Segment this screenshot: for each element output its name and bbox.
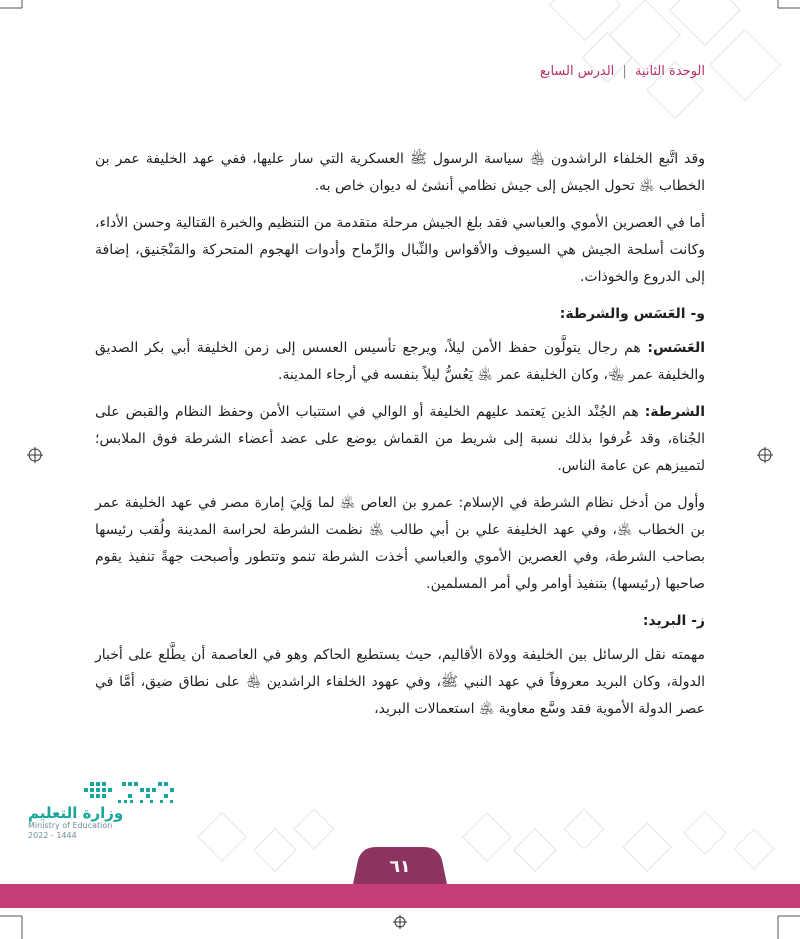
edition-year: 2022 - 1444 <box>28 831 77 840</box>
paragraph-army-rashidun: وقد اتَّبع الخلفاء الراشدون ﵃ سياسة الرسول ﷺ العسكرية التي سار عليها، ففي عهد الخليفة عمر بن الخطاب ﵁ تحول الجيش إلى جيش نظامي أنشئ له ديوان خاص به. <box>95 151 705 194</box>
page-body <box>95 146 705 733</box>
registration-mark-right <box>757 447 773 463</box>
section-heading-asas-shurta: و- العَسَس والشرطة: <box>559 306 705 322</box>
running-header <box>95 64 705 79</box>
paragraph-shurta <box>95 399 705 480</box>
paragraph-barid: مهمته نقل الرسائل بين الخليفة وولاة الأقاليم، حيث يستطيع الحاكم وهو في العاصمة أن يطَّلع على أخبار الدولة، وكان البريد معروفاً في عهد النبي ﷺ، وفي عهود الخلفاء الراشدين ﵃ على نطاق ضيق، أمَّا في عصر الدولة الأموية فقد وسَّع معاوية ﵁ استعمالات البريد، <box>95 647 705 717</box>
header-separator: | <box>622 64 627 79</box>
unit-label: الوحدة الثانية <box>634 64 705 79</box>
asas-definition: هم رجال يتولَّون حفظ الأمن ليلاً، ويرجع تأسيس العسس إلى زمن الخليفة أبي بكر الصديق والخليفة عمر ﵄، وكان الخليفة عمر ﵁ يَعُسُّ ليلاً بنفسه في أرجاء المدينة. <box>95 340 705 383</box>
lesson-label: الدرس السابع <box>539 64 615 79</box>
registration-mark-left <box>27 447 43 463</box>
term-asas: العَسَس: <box>647 340 705 356</box>
registration-mark-bottom <box>393 915 407 929</box>
ministry-name-arabic: وزارة التعليم <box>28 804 124 822</box>
bottom-bar <box>0 884 800 908</box>
term-shurta: الشرطة: <box>644 404 705 420</box>
ministry-logo-dots <box>84 782 174 803</box>
paragraph-shurta-history: وأول من أدخل نظام الشرطة في الإسلام: عمرو بن العاص ﵁ لما وَلِيَ إمارة مصر في عهد الخليفة عمر بن الخطاب ﵁، وفي عهد الخليفة علي بن أبي طالب ﵁ نظمت الشرطة لحراسة المدينة ولُقب رئيسها بصاحب الشرطة، وفي العصرين الأموي والعباسي أخذت الشرطة تنمو وتتطور وأصبحت جهةً تنفيذ يقوم صاحبها (رئيسها) بتنفيذ أوامر ولي أمر المسلمين. <box>95 495 705 592</box>
paragraph-asas <box>95 335 705 389</box>
ministry-logo <box>28 805 158 841</box>
ministry-name-english: Ministry of Education <box>28 821 113 830</box>
shurta-definition: هم الجُنْد الذين يَعتمد عليهم الخليفة أو الوالي في استتباب الأمن وحفظ النظام والقبض على الجُناة، وقد عُرفوا بذلك نسبة إلى شريط من القماش يوضع على عضد أعضاء الشرطة فوق الملابس؛ لتمييزهم عن عامة الناس. <box>95 404 705 474</box>
section-heading-barid: ز- البريد: <box>642 613 705 629</box>
paragraph-army-umayyad-abbasid: أما في العصرين الأموي والعباسي فقد بلغ الجيش مرحلة متقدمة من التنظيم والخبرة القتالية وحسن الأداء، وكانت أسلحة الجيش هي السيوف والأقواس والنِّبال والرِّماح وأدوات الهجوم المتحركة والمَنْجَنيق، إضافة إلى الدروع والخوذات. <box>95 215 705 285</box>
page-number: ٦١ <box>389 857 411 877</box>
